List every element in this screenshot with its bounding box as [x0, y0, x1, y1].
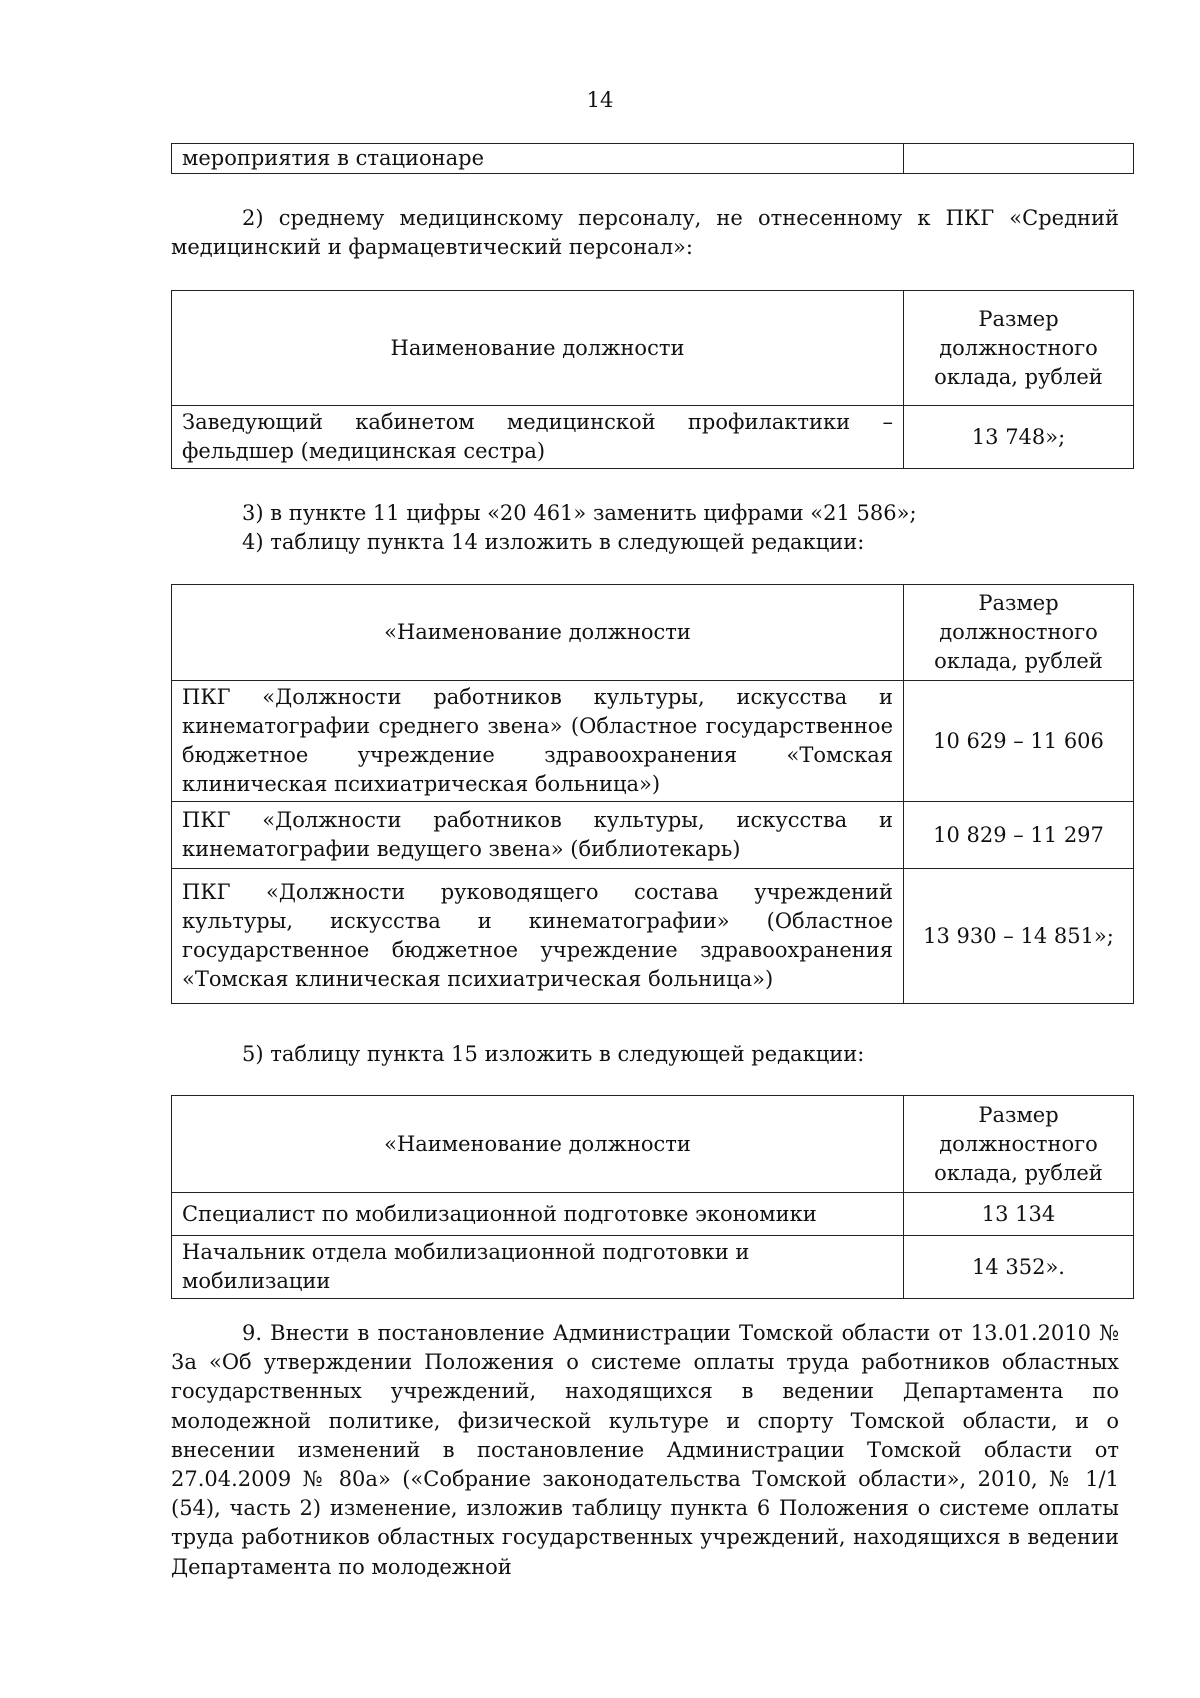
table-header-row — [172, 585, 1134, 681]
row-salary: 13 748»; — [904, 406, 1134, 469]
table-row — [172, 1193, 1134, 1236]
table-row — [172, 681, 1134, 802]
salary-table-3 — [171, 1095, 1133, 1299]
item-4: 4) таблицу пункта 14 изложить в следующей редакции: — [242, 530, 865, 554]
table-header-row — [172, 1096, 1134, 1193]
table-header-row — [172, 291, 1134, 406]
row-name: Заведующий кабинетом медицинской профилактики – фельдшер (медицинская сестра) — [172, 406, 904, 469]
header-name: «Наименование должности — [172, 585, 904, 681]
header-salary: Размер должностного оклада, рублей — [904, 1096, 1134, 1193]
row-salary: 13 134 — [904, 1193, 1134, 1236]
row-salary: 10 829 – 11 297 — [904, 802, 1134, 869]
header-name: «Наименование должности — [172, 1096, 904, 1193]
salary-table-1 — [171, 290, 1133, 469]
item-3: 3) в пункте 11 цифры «20 461» заменить цифрами «21 586»; — [242, 501, 917, 525]
row-name: ПКГ «Должности работников культуры, искусства и кинематографии среднего звена» (Областное государственное бюджетное учреждение здравоохранения «Томская клиническая психиатрическая больница») — [172, 681, 904, 802]
table-cell-salary — [904, 144, 1134, 174]
item-9-paragraph: 9. Внести в постановление Администрации Томской области от 13.01.2010 № 3а «Об утверждении Положения о системе оплаты труда работников областных государственных учреждений, находящихся в ведении Департамента по молодежной политике, физической культуре и спорту Томской области, и о внесении изменений в постановление Администрации Томской области от 27.04.2009 № 80а» («Собрание законодательства Томской области», 2010, № 1/1 (54), часть 2) изменение, изложив таблицу пункта 6 Положения о системе оплаты труда работников областных государственных учреждений, находящихся в ведении Департамента по молодежной — [171, 1321, 1119, 1579]
row-name: Начальник отдела мобилизационной подготовки и мобилизации — [172, 1236, 904, 1299]
header-salary: Размер должностного оклада, рублей — [904, 291, 1134, 406]
table-row — [172, 802, 1134, 869]
header-salary: Размер должностного оклада, рублей — [904, 585, 1134, 681]
table-row — [172, 869, 1134, 1004]
item-2-line-1: 2) среднему медицинскому персоналу, не отнесенному к ПКГ «Средний — [242, 206, 1119, 230]
item-5: 5) таблицу пункта 15 изложить в следующей редакции: — [242, 1042, 865, 1066]
header-name: Наименование должности — [172, 291, 904, 406]
row-salary: 10 629 – 11 606 — [904, 681, 1134, 802]
row-salary: 14 352». — [904, 1236, 1134, 1299]
row-salary: 13 930 – 14 851»; — [904, 869, 1134, 1004]
row-name: Специалист по мобилизационной подготовке экономики — [172, 1193, 904, 1236]
table-row — [172, 1236, 1134, 1299]
page-number: 14 — [586, 88, 614, 112]
row-name: ПКГ «Должности работников культуры, искусства и кинематографии ведущего звена» (библиотекарь) — [172, 802, 904, 869]
salary-table-2 — [171, 584, 1133, 1004]
row-name: ПКГ «Должности руководящего состава учреждений культуры, искусства и кинематографии» (Областное государственное бюджетное учреждение здравоохранения «Томская клиническая психиатрическая больница») — [172, 869, 904, 1004]
top-table — [171, 143, 1133, 174]
table-row — [172, 406, 1134, 469]
table-cell-name: мероприятия в стационаре — [172, 144, 904, 174]
item-2-line-2: медицинский и фармацевтический персонал»: — [171, 235, 693, 259]
